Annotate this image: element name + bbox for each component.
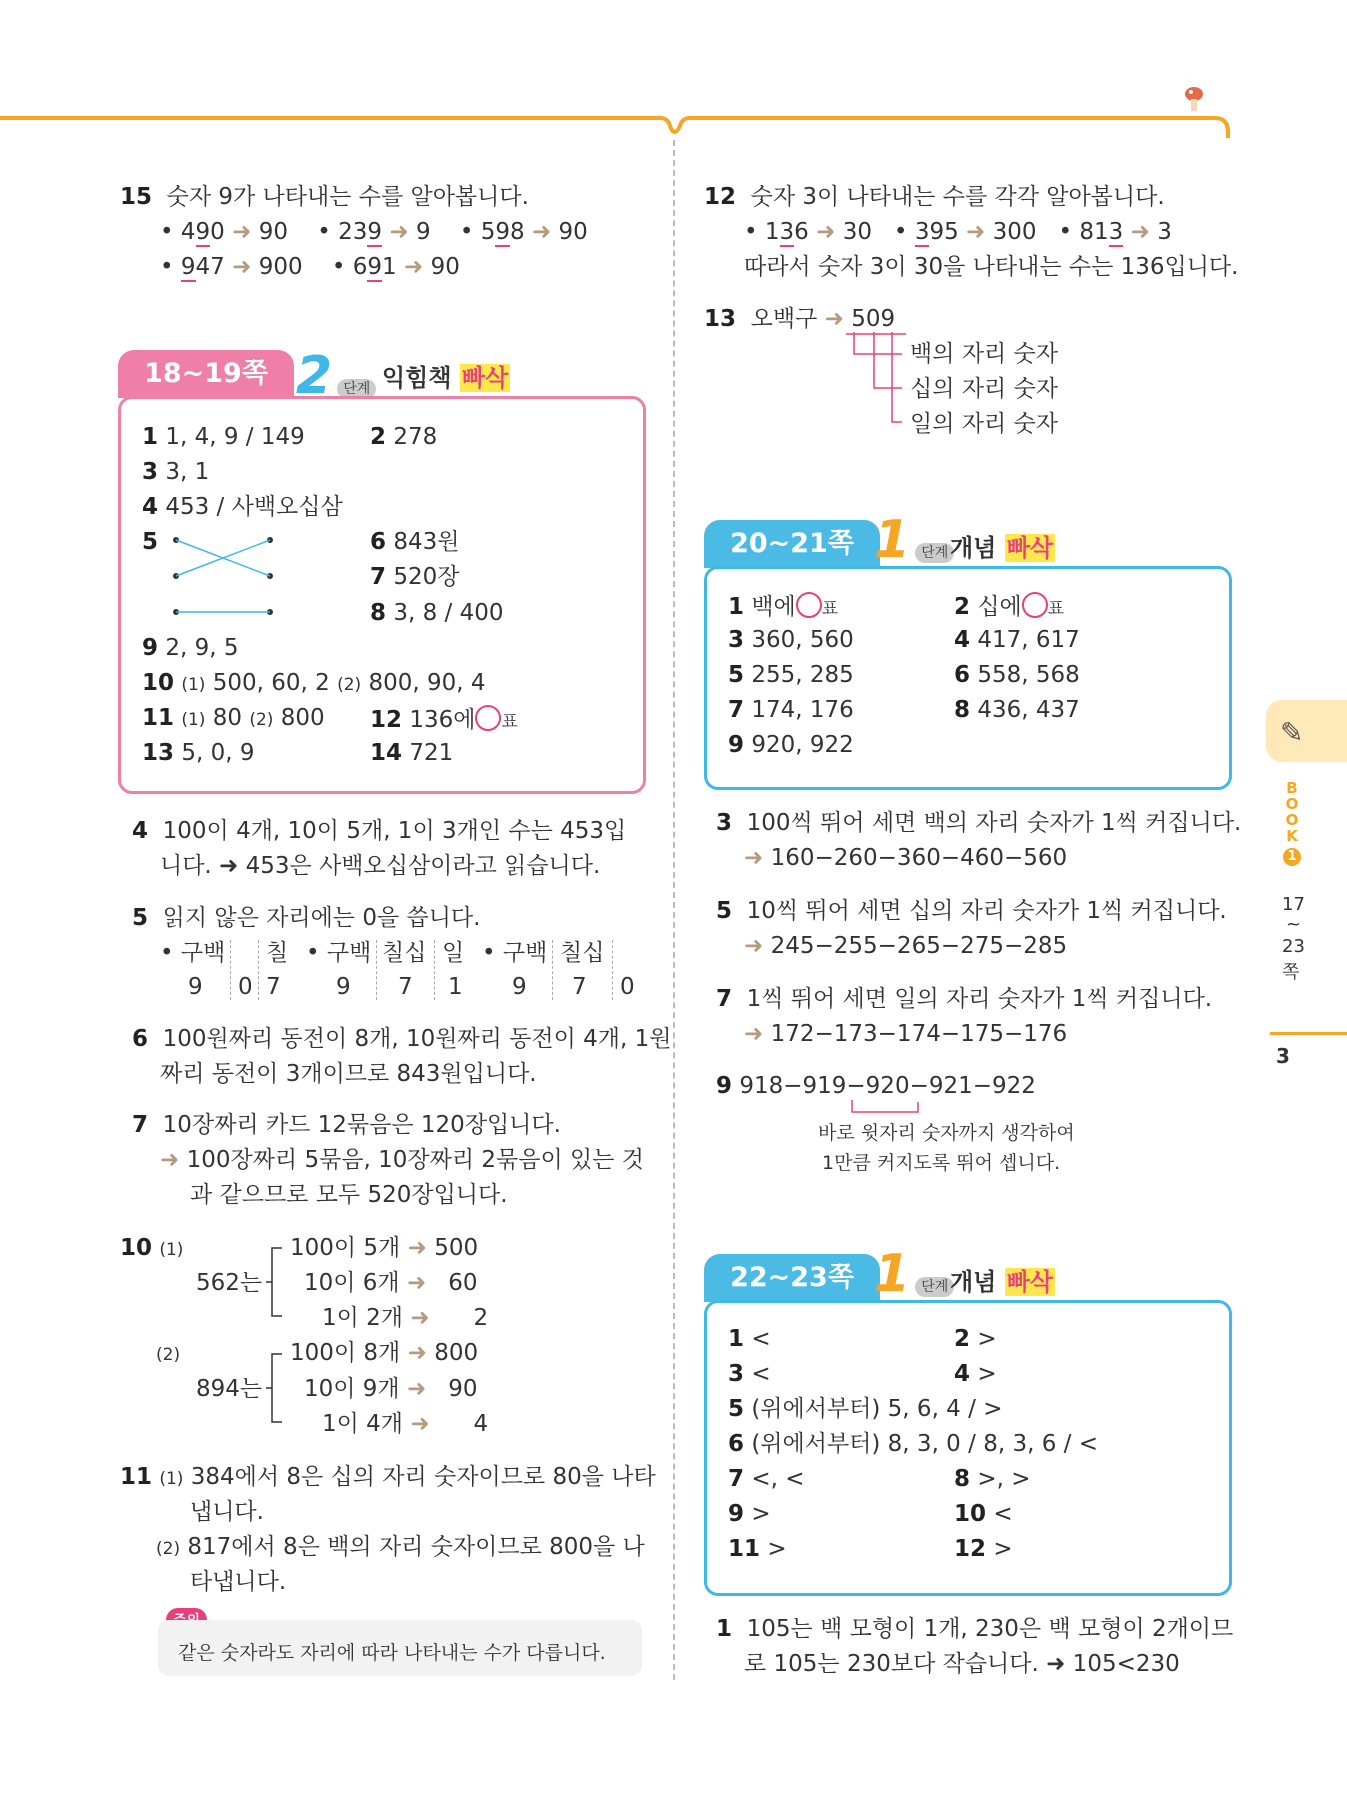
side-range-tilde: ~ (1286, 914, 1302, 935)
b3-r1: 1 < (728, 1326, 771, 1352)
e10-r2b: 10이 9개 ➜ 90 (304, 1376, 478, 1402)
e11-l1b: 냅니다. (190, 1499, 264, 1525)
q15: 15 숫자 9가 나타내는 수를 알아봅니다. (120, 184, 529, 210)
b1-r4: 5 (142, 529, 159, 555)
e6-l1: 6 100원짜리 동전이 8개, 10원짜리 동전이 4개, 1원 (132, 1026, 672, 1052)
b1-r10b: 14 721 (370, 740, 454, 766)
r-e3: 3 100씩 뛰어 세면 백의 자리 숫자가 1씩 커집니다. (716, 810, 1242, 836)
q13-lines (846, 332, 906, 432)
top-border-line (0, 80, 1347, 140)
b2-r1: 1 백에 표 (728, 594, 839, 620)
b2-r2b: 4 417, 617 (954, 627, 1080, 653)
q15-row1: • 490 ➜ 90 • 239 ➜ 9 • 598 ➜ 90 (160, 219, 588, 245)
b3-r2: 3 < (728, 1361, 771, 1387)
e5-grid: • 구백 칠 9 0 7 • 구백 칠십 일 9 7 1 • 구백 칠십 9 7 0 (160, 940, 635, 1000)
e10-r1a: 100이 5개 ➜ 500 (290, 1235, 479, 1261)
b3-r1b: 2 > (954, 1326, 997, 1352)
r-e9-arrow (846, 1100, 926, 1118)
b1-r3: 4 453 / 사백오십삼 (142, 494, 343, 520)
r-e9-n2: 1만큼 커지도록 뛰어 셉니다. (822, 1152, 1061, 1174)
stage-badge: 2 단계 (296, 346, 376, 406)
r-e7: 7 1씩 뛰어 세면 일의 자리 숫자가 1씩 커집니다. (716, 986, 1213, 1012)
page-number: 3 (1276, 1044, 1290, 1068)
b3-r7: 11 > (728, 1536, 787, 1562)
b1-r1: 1 1, 4, 9 / 149 (142, 424, 305, 450)
e11-l2: (2) 817에서 8은 백의 자리 숫자이므로 800을 나 (156, 1534, 645, 1560)
e10-n2: 894는 (196, 1376, 263, 1402)
b2-r5: 9 920, 922 (728, 732, 854, 758)
e11-l2b: 타냅니다. (190, 1569, 287, 1595)
side-book-label: BOOK (1285, 779, 1299, 845)
e10-r1b: 10이 6개 ➜ 60 (304, 1270, 478, 1296)
side-range-unit: 쪽 (1282, 962, 1300, 983)
b1-r5b: 7 520장 (370, 564, 460, 590)
matching-diagram (170, 532, 280, 622)
r-e5-seq: ➜ 245−255−265−275−285 (744, 933, 1068, 959)
q13: 13 오백구 ➜ 509 (704, 306, 896, 332)
r-e1-l1: 1 105는 백 모형이 1개, 230은 백 모형이 2개이므 (716, 1616, 1234, 1642)
side-tab (1266, 700, 1347, 762)
b3-r5: 7 <, < (728, 1466, 805, 1492)
b1-r2: 3 3, 1 (142, 459, 210, 485)
e5: 5 읽지 않은 자리에는 0을 씁니다. (132, 905, 481, 931)
b3-r7b: 12 > (954, 1536, 1013, 1562)
box2-title: 개념 빠삭 (950, 534, 1054, 562)
b3-r5b: 8 >, > (954, 1466, 1031, 1492)
r-e1-l2: 로 105는 230보다 작습니다. ➜ 105<230 (744, 1651, 1180, 1677)
r-e5: 5 10씩 뛰어 세면 십의 자리 숫자가 1씩 커집니다. (716, 898, 1227, 924)
e10-r2a: 100이 8개 ➜ 800 (290, 1340, 479, 1366)
b2-r3: 5 255, 285 (728, 662, 854, 688)
side-divider (1270, 1032, 1347, 1035)
r-e9: 9 918−919−920−921−922 (716, 1073, 1036, 1099)
e7-l3: 과 같으므로 모두 520장입니다. (190, 1182, 508, 1208)
r-e3-seq: ➜ 160−260−360−460−560 (744, 845, 1068, 871)
b2-r3b: 6 558, 568 (954, 662, 1080, 688)
e11-l1: 11 (1) 384에서 8은 십의 자리 숫자이므로 80을 나타 (120, 1464, 656, 1490)
q13-l3: 일의 자리 숫자 (910, 411, 1058, 437)
box1-title: 익힘책 빠삭 (382, 364, 509, 392)
e10-p2: (2) (156, 1345, 181, 1365)
q15-row2: • 947 ➜ 900 • 691 ➜ 90 (160, 254, 460, 280)
b1-r7: 9 2, 9, 5 (142, 635, 239, 661)
q12: 12 숫자 3이 나타내는 수를 각각 알아봅니다. (704, 184, 1165, 210)
e7-l2: ➜ 100장짜리 5묶음, 10장짜리 2묶음이 있는 것 (160, 1147, 644, 1173)
b2-r1b: 2 십에 표 (954, 594, 1065, 620)
b3-r4: 6 (위에서부터) 8, 3, 0 / 8, 3, 6 / < (728, 1431, 1098, 1457)
e10-r2c: 1이 4개 ➜ 4 (322, 1411, 489, 1437)
b1-r4b: 6 843원 (370, 529, 460, 555)
stage-badge-2: 1 단계 (874, 510, 954, 570)
b1-r8: 10 (1) 500, 60, 2 (2) 800, 90, 4 (142, 670, 486, 696)
r-e9-n1: 바로 윗자리 숫자까지 생각하여 (818, 1122, 1075, 1144)
side-range-bottom: 23 (1282, 936, 1305, 957)
note-icon: ✎ (1280, 716, 1304, 749)
e10-num: 10 (1) (120, 1235, 184, 1261)
side-range-top: 17 (1282, 894, 1305, 915)
stage-badge-3: 1 단계 (874, 1244, 954, 1304)
b2-r4b: 8 436, 437 (954, 697, 1080, 723)
b1-r9: 11 (1) 80 (2) 800 (142, 705, 325, 731)
e7-l1: 7 10장짜리 카드 12묶음은 120장입니다. (132, 1112, 561, 1138)
e10-bracket1 (266, 1246, 286, 1318)
b1-r1b: 2 278 (370, 424, 438, 450)
column-divider (673, 140, 675, 1680)
b3-r2b: 4 > (954, 1361, 997, 1387)
e10-r1c: 1이 2개 ➜ 2 (322, 1305, 489, 1331)
box3-tab: 22~23쪽 (704, 1254, 880, 1302)
b1-r6b: 8 3, 8 / 400 (370, 600, 504, 626)
b3-r6: 9 > (728, 1501, 771, 1527)
e10-bracket2 (266, 1352, 286, 1424)
box2-tab: 20~21쪽 (704, 520, 880, 568)
e4-l1: 4 100이 4개, 10이 5개, 1이 3개인 수는 453입 (132, 818, 627, 844)
q13-l2: 십의 자리 숫자 (910, 376, 1058, 402)
q12-concl: 따라서 숫자 3이 30을 나타내는 수는 136입니다. (744, 254, 1239, 280)
b2-r2: 3 360, 560 (728, 627, 854, 653)
note-text: 같은 숫자라도 자리에 따라 나타내는 수가 다릅니다. (178, 1642, 606, 1664)
box3-title: 개념 빠삭 (950, 1268, 1054, 1296)
q12-items: • 136 ➜ 30 • 395 ➜ 300 • 813 ➜ 3 (744, 219, 1172, 245)
e10-n1: 562는 (196, 1270, 263, 1296)
b3-r6b: 10 < (954, 1501, 1013, 1527)
r-e7-seq: ➜ 172−173−174−175−176 (744, 1021, 1068, 1047)
b1-r9b: 12 136에 표 (370, 707, 518, 733)
e6-l2: 짜리 동전이 3개이므로 843원입니다. (160, 1061, 537, 1087)
mushroom-icon (1182, 86, 1206, 114)
b1-r10: 13 5, 0, 9 (142, 740, 255, 766)
b2-r4: 7 174, 176 (728, 697, 854, 723)
box1-tab: 18~19쪽 (118, 350, 294, 398)
side-book-num: 1 (1283, 848, 1301, 866)
q13-l1: 백의 자리 숫자 (910, 341, 1058, 367)
e4-l2: 니다. ➜ 453은 사백오십삼이라고 읽습니다. (160, 853, 601, 879)
b3-r3: 5 (위에서부터) 5, 6, 4 / > (728, 1396, 1003, 1422)
